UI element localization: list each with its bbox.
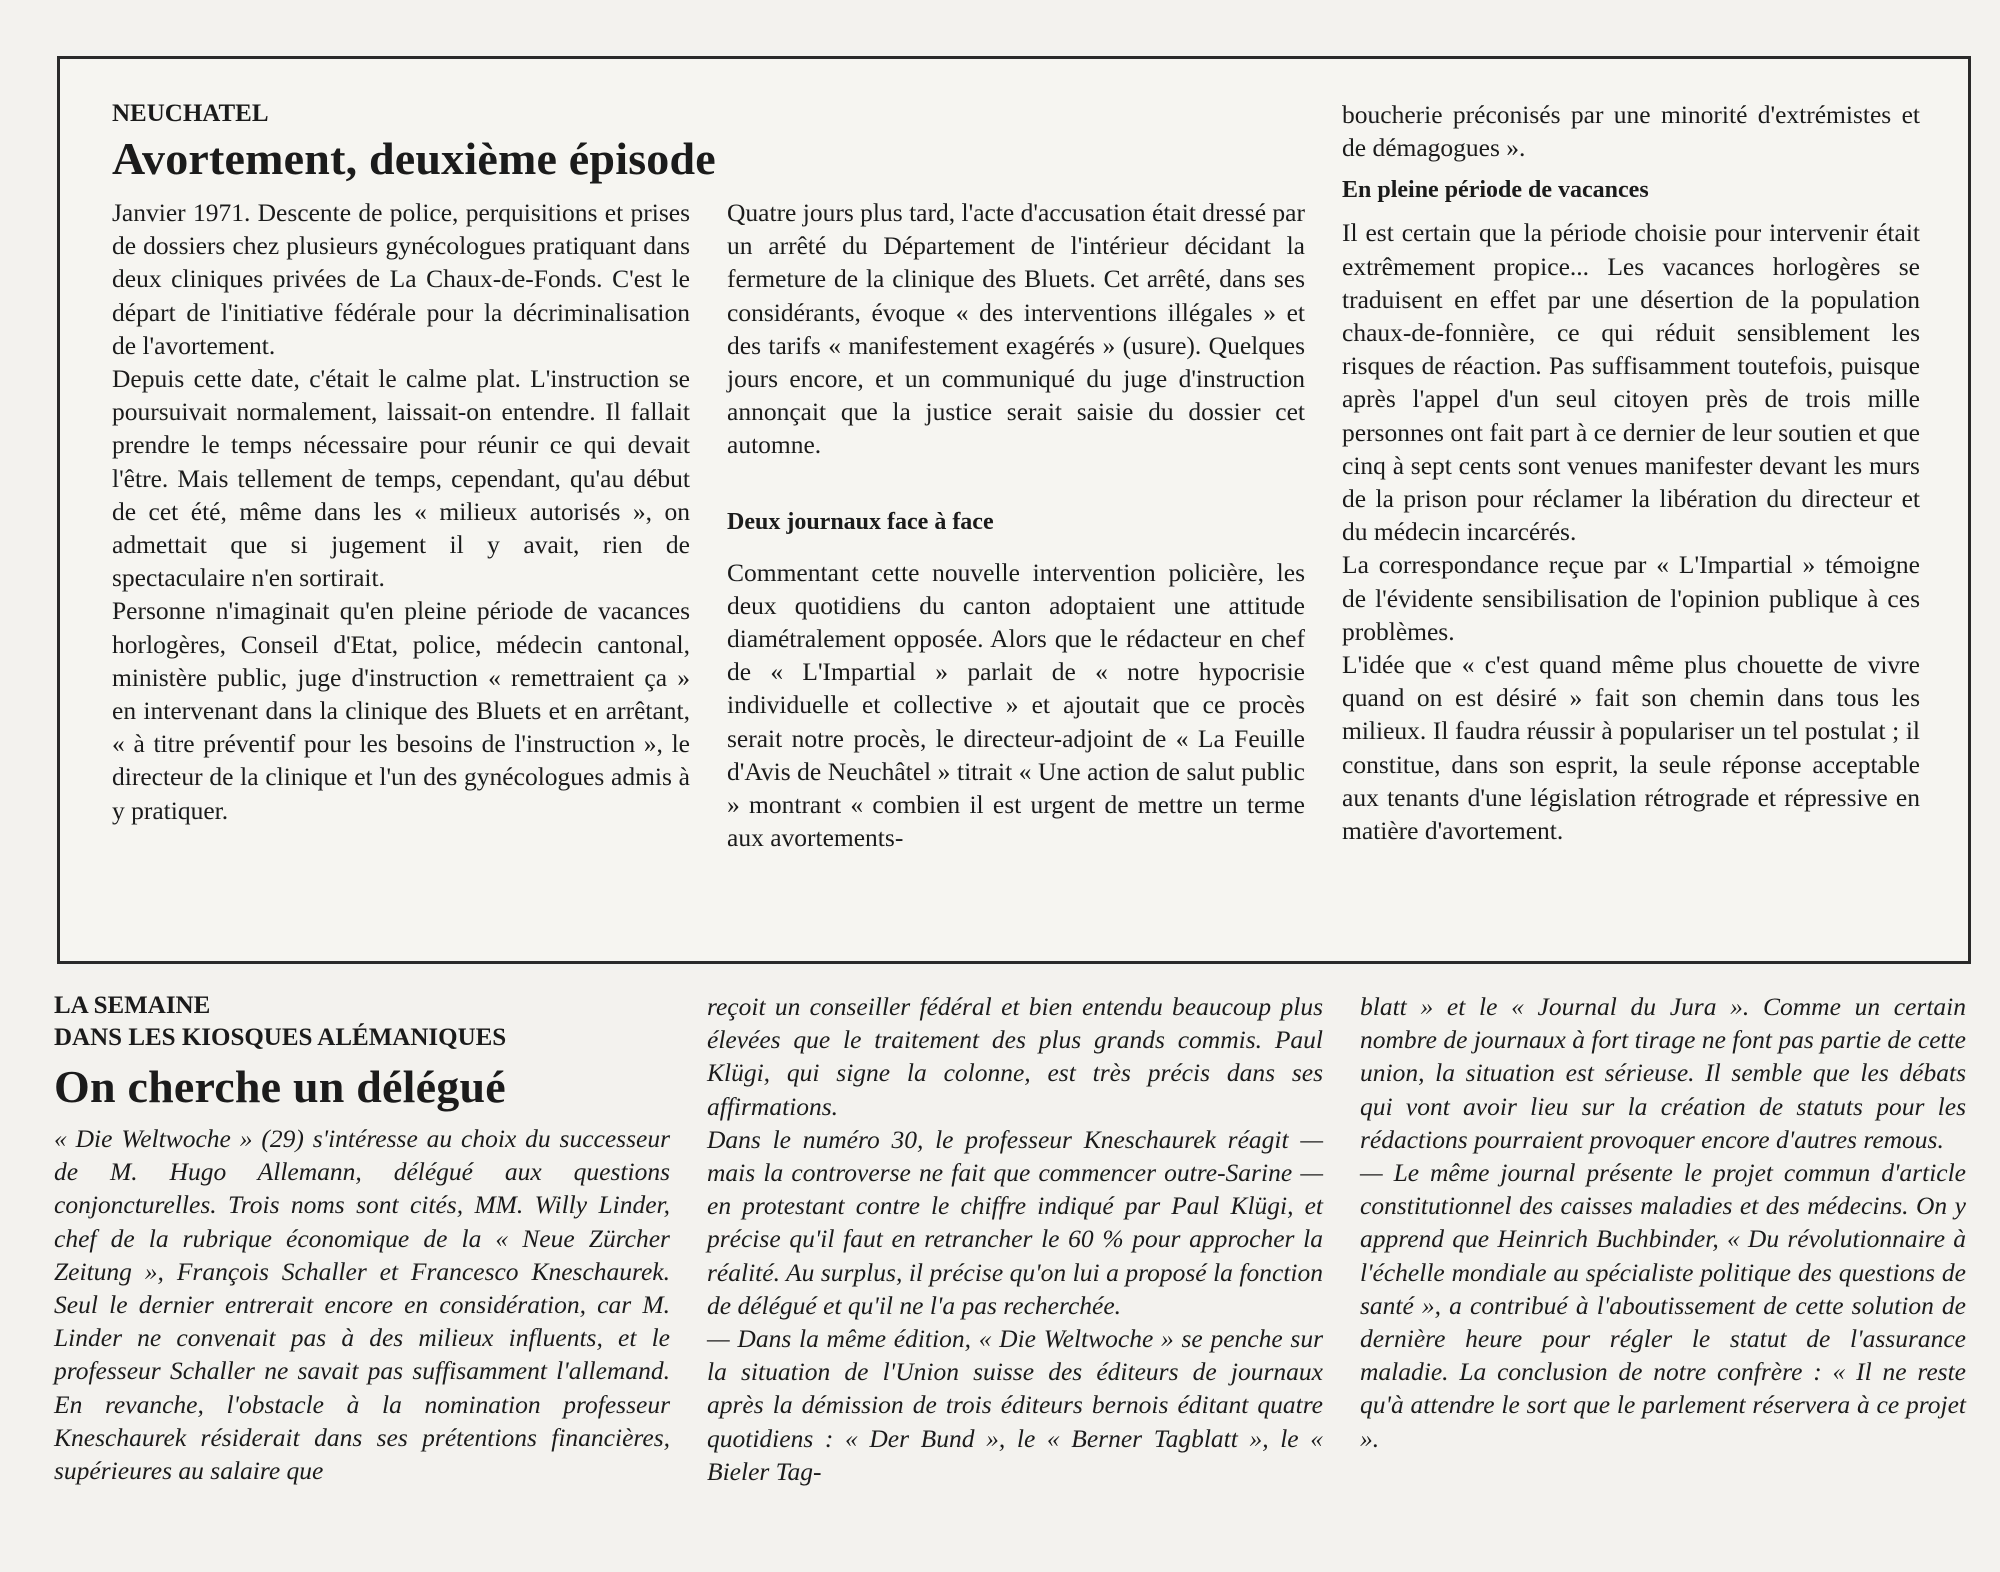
article2-header	[54, 990, 694, 1114]
article2-paragraph: — Dans la même édition, « Die Weltwoche » se penche sur la situation de l'Union suisse des éditeurs de journaux après la démission de trois éditeurs bernois éditant quatre quotidiens : « Der Bund », le « Berner Tagblatt », le « Bieler Tag-	[707, 1324, 1323, 1486]
article1-header	[112, 98, 1012, 186]
article1-paragraph: Il est certain que la période choisie pour intervenir était extrêmement propice... Les vacances horlogères se traduisent en effet par une désertion de la population chaux-de-fonnière, ce qui réduit sensiblement les risques de réaction. Pas suffisamment toutefois, puisque après l'appel d'un seul citoyen près de trois mille personnes ont fait part à ce dernier de leur soutien et que cinq à sept cents sont venues manifester devant les murs de la prison pour réclamer la libération du directeur et du médecin incarcérés.	[1342, 218, 1920, 547]
article1-paragraph: boucherie préconisés par une minorité d'extrémistes et de démagogues ».	[1342, 100, 1920, 163]
article2-kicker-line2: DANS LES KIOSQUES ALÉMANIQUES	[54, 1024, 507, 1051]
article1-kicker: NEUCHATEL	[112, 100, 269, 127]
article2-title: On cherche un délégué	[54, 1061, 506, 1112]
article1-subhead-vacances: En pleine période de vacances	[1342, 177, 1649, 204]
article2-kicker-line1: LA SEMAINE	[54, 992, 211, 1019]
article2-paragraph: reçoit un conseiller fédéral et bien entendu beaucoup plus élevées que le traitement des plus grands commis. Paul Klügi, qui signe la colonne, est très précis dans ses affirmations.	[707, 992, 1323, 1121]
article1-column-3	[1342, 98, 1920, 847]
article1-column-1	[112, 196, 690, 827]
article1-paragraph: Commentant cette nouvelle intervention policière, les deux quotidiens du canton adoptaient une attitude diamétralement opposée. Alors que le rédacteur en chef de « L'Impartial » parlait de « notre hypocrisie individuelle et collective » et ajoutait que ce procès serait notre procès, le directeur-adjoint de « La Feuille d'Avis de Neuchâtel » titrait « Une action de salut public » montrant « combien il est urgent de mettre un terme aux avortements-	[727, 557, 1305, 853]
article1-paragraph: Janvier 1971. Descente de police, perquisitions et prises de dossiers chez plusieurs gynécologues pratiquant dans deux cliniques privées de La Chaux-de-Fonds. C'est le départ de l'initiative fédérale pour la décriminalisation de l'avortement.	[112, 198, 690, 360]
article2-paragraph: blatt » et le « Journal du Jura ». Comme un certain nombre de journaux à fort tirage ne font pas partie de cette union, la situation est sérieuse. Il semble que les débats qui vont avoir lieu sur la création de statuts pour les rédactions pourraient provoquer encore d'autres remous.	[1360, 992, 1966, 1154]
article2-column-2	[707, 990, 1323, 1488]
article2-paragraph: — Le même journal présente le projet commun d'article constitutionnel des caisses maladies et des médecins. On y apprend que Heinrich Buchbinder, « Du révolutionnaire à l'échelle mondiale au spécialiste politique des questions de santé », a contribué à l'aboutissement de cette solution de dernière heure pour régler le statut de l'assurance maladie. La conclusion de notre confrère : « Il ne reste qu'à attendre le sort que le parlement réservera à ce projet ».	[1360, 1158, 1966, 1453]
article1-paragraph: L'idée que « c'est quand même plus chouette de vivre quand on est désiré » fait son chemin dans tous les milieux. Il faudra réussir à populariser un tel postulat ; il constitue, dans son esprit, la seule réponse acceptable aux tenants d'une législation rétrograde et répressive en matière d'avortement.	[1342, 650, 1920, 846]
article1-paragraph: Personne n'imaginait qu'en pleine période de vacances horlogères, Conseil d'Etat, police, médecin cantonal, ministère public, juge d'instruction « remettraient ça » en intervenant dans la clinique des Bluets et en arrêtant, « à titre préventif pour les besoins de l'instruction », le directeur de la clinique et l'un des gynécologues admis à y pratiquer.	[112, 596, 690, 825]
article1-column-2	[727, 196, 1305, 854]
article1-title: Avortement, deuxième épisode	[112, 133, 716, 184]
article1-paragraph: Quatre jours plus tard, l'acte d'accusation était dressé par un arrêté du Département de l'intérieur décidant la fermeture de la clinique des Bluets. Cet arrêté, dans ses considérants, évoque « des interventions illégales » et des tarifs « manifestement exagérés » (usure). Quelques jours encore, et un communiqué du juge d'instruction annonçait que la justice serait saisie du dossier cet automne.	[727, 198, 1305, 460]
article2-column-3	[1360, 990, 1966, 1455]
article2-paragraph: « Die Weltwoche » (29) s'intéresse au choix du successeur de M. Hugo Allemann, délégué aux questions conjoncturelles. Trois noms sont cités, MM. Willy Linder, chef de la rubrique économique de la « Neue Zürcher Zeitung », François Schaller et Francesco Kneschaurek. Seul le dernier entrerait encore en considération, car M. Linder ne convenait pas à des milieux influents, et le professeur Schaller ne savait pas suffisamment l'allemand. En revanche, l'obstacle à la nomination professeur Kneschaurek résiderait dans ses prétentions financières, supérieures au salaire que	[54, 1124, 670, 1486]
article1-paragraph: La correspondance reçue par « L'Impartial » témoigne de l'évidente sensibilisation de l'opinion publique à ces problèmes.	[1342, 550, 1920, 646]
article2-paragraph: Dans le numéro 30, le professeur Kneschaurek réagit — mais la controverse ne fait que commencer outre-Sarine — en protestant contre le chiffre indiqué par Paul Klügi, et précise qu'il faut en retrancher le 60 % pour approcher la réalité. Au surplus, il précise qu'on lui a proposé la fonction de délégué et qu'il ne l'a pas recherchée.	[707, 1124, 1323, 1320]
article1-paragraph: Depuis cette date, c'était le calme plat. L'instruction se poursuivait normalement, laissait-on entendre. Il fallait prendre le temps nécessaire pour réunir ce qui devait l'être. Mais tellement de temps, cependant, qu'au début de cet été, même dans les « milieux autorisés », on admettait que si jugement il y avait, rien de spectaculaire n'en sortirait.	[112, 364, 690, 593]
article2-column-1	[54, 1122, 670, 1487]
article1-subhead-journaux: Deux journaux face à face	[727, 508, 994, 535]
